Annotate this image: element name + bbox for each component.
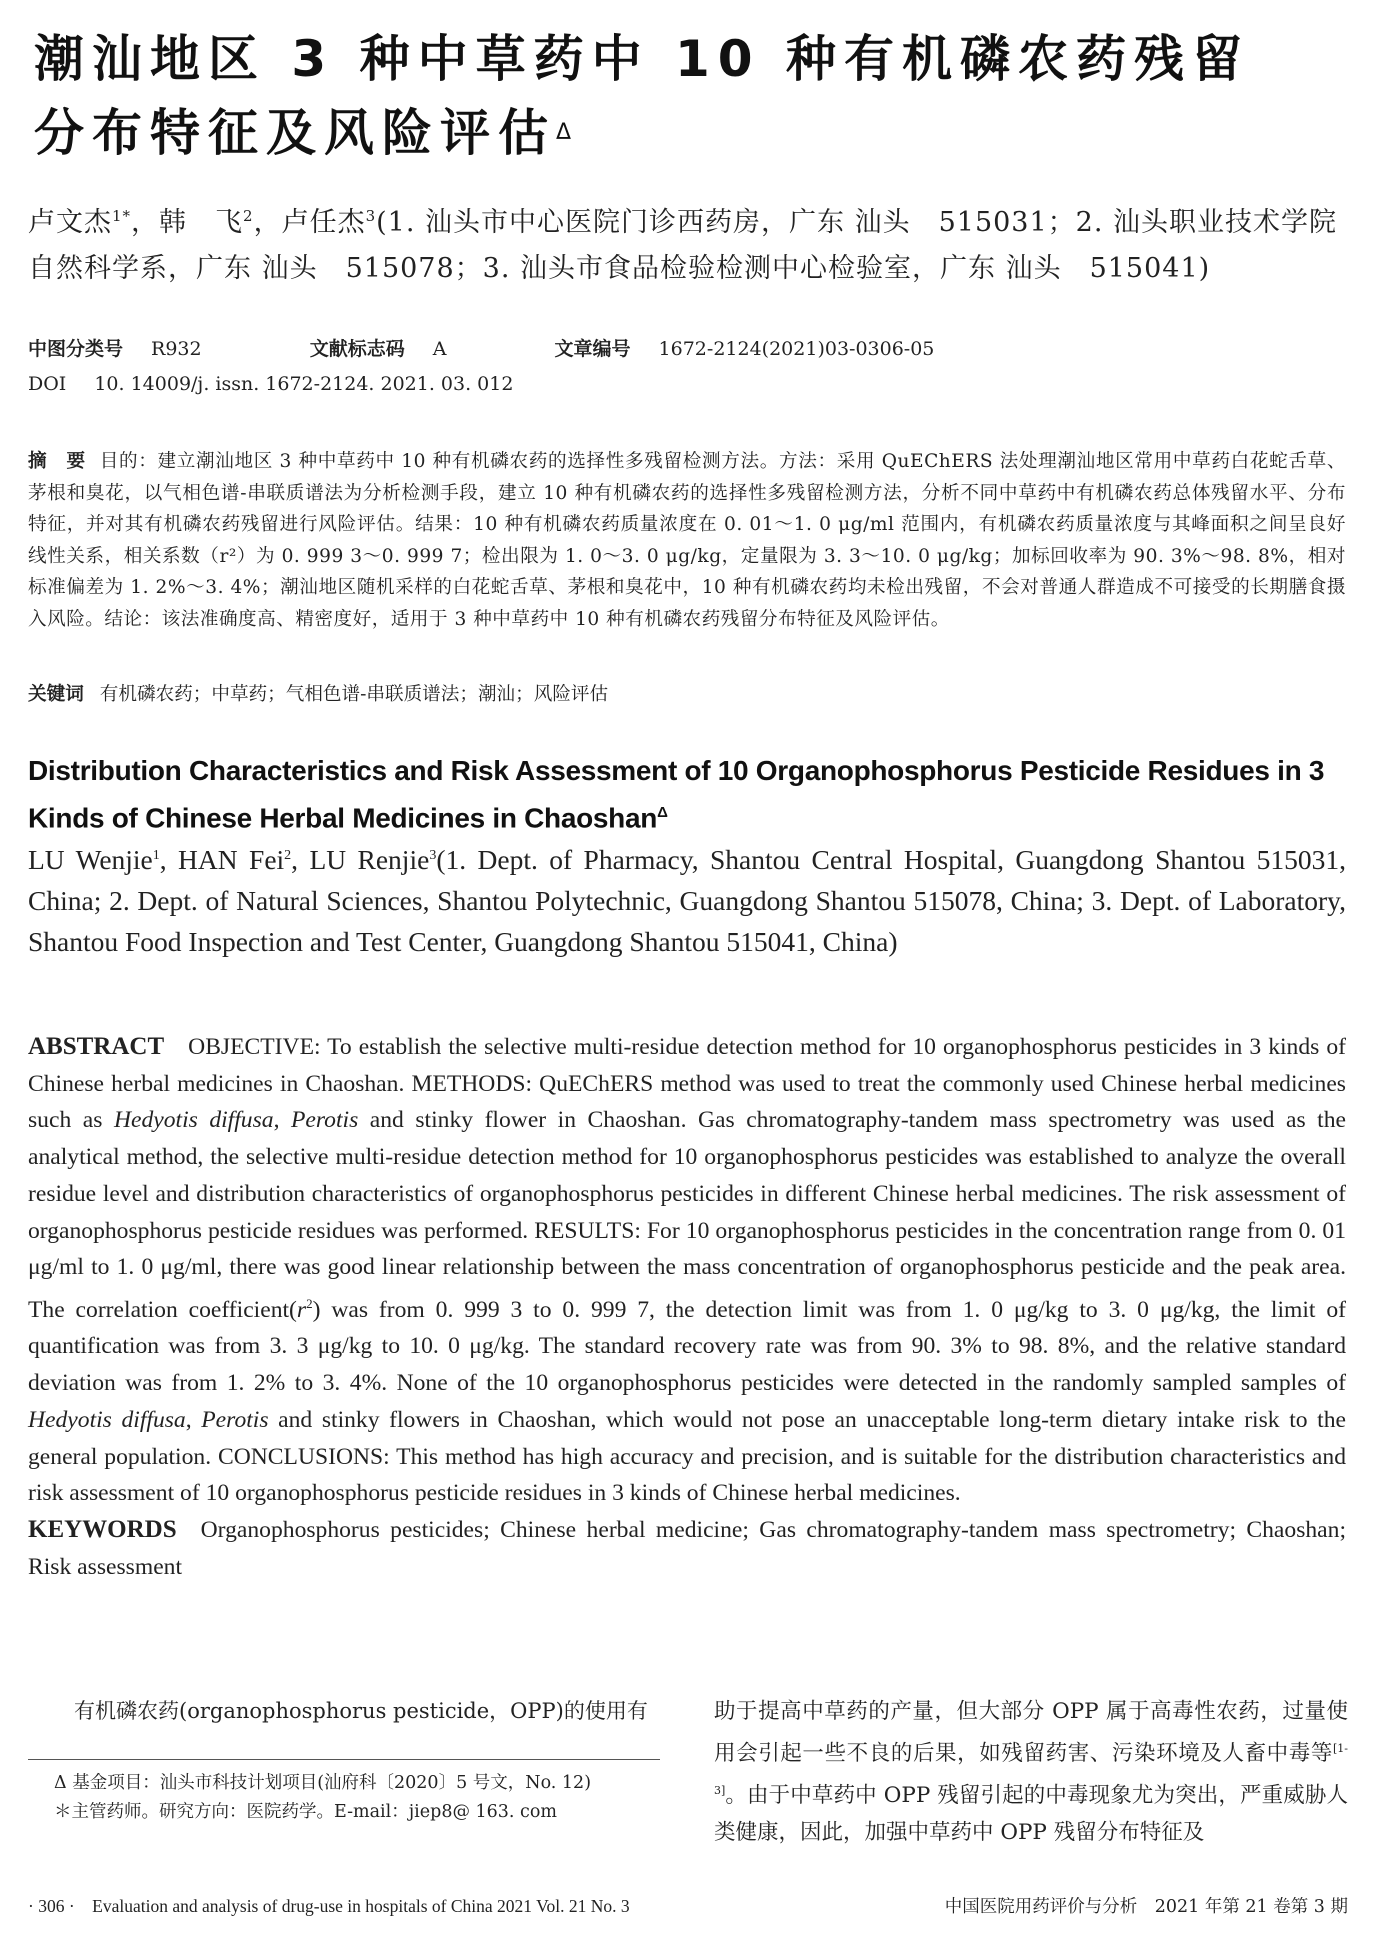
citation-ref[interactable]: [1-3] — [714, 1742, 1348, 1798]
footnote-author: ＊主管药师。研究方向：医院药学。E-mail：jiep8@ 163. com — [54, 1802, 557, 1822]
author-en-3: LU Renjie — [309, 844, 430, 876]
title-fund-mark: Δ — [556, 120, 572, 145]
title-line-2 — [34, 96, 1344, 170]
footnote-divider — [28, 1759, 660, 1760]
title-en-text: Distribution Characteristics and Risk Assessment of 10 Organophosphorus Pesticide Residues in 3 Kinds of Chinese Herbal Medicines in Chaoshan — [28, 755, 1325, 834]
classification-line — [28, 334, 1328, 361]
author-en-1-sup: 1 — [152, 848, 160, 863]
abstract-en-label: ABSTRACT — [28, 1033, 165, 1060]
abstract-en-part: , — [273, 1107, 291, 1134]
abstract-en-part: OBJECTIVE: To establish the selective multi-residue detection method for 10 organophosphorus pesticides in 3 kinds of Chinese herbal medicines in Chaoshan. METHODS: QuEChERS method was used to treat the commonly used Chinese herbal medicines such as — [28, 1034, 1346, 1134]
footer-journal-en: · 306 · Evaluation and analysis of drug-use in hospitals of China 2021 Vol. 21 No. 3 — [28, 1896, 630, 1916]
article-no-value: 1672-2124(2021)03-0306-05 — [658, 338, 935, 360]
affiliations-cn: (1. 汕头市中心医院门诊西药房，广东 汕头 515031；2. 汕头职业技术学院自然科学系，广东 汕头 515078；3. 汕头市食品检验检测中心检验室，广东 汕头 515041) — [28, 207, 1338, 284]
paper-title-cn — [34, 22, 1344, 170]
abstract-en — [28, 1029, 1346, 1585]
author-en-3-sup: 3 — [429, 848, 437, 863]
abstract-en-italic: Hedyotis diffusa — [113, 1107, 274, 1134]
title-line-1: 潮汕地区 3 种中草药中 10 种有机磷农药残留 — [34, 30, 1250, 88]
abstract-en-part: , — [185, 1406, 202, 1433]
body-right-part-1: 助于提高中草药的产量，但大部分 OPP 属于高毒性农药，过量使用会引起一些不良的后果，如残留药害、污染环境及人畜中毒等 — [714, 1699, 1348, 1767]
doi-line — [28, 373, 1328, 395]
body-right-part-2: 。由于中草药中 OPP 残留引起的中毒现象尤为突出，严重威胁人类健康，因此，加强中草药中 OPP 残留分布特征及 — [714, 1783, 1348, 1846]
author-2-sup: 2 — [243, 207, 254, 225]
clc-value: R932 — [151, 338, 202, 360]
abstract-cn-text: 目的：建立潮汕地区 3 种中草药中 10 种有机磷农药的选择性多残留检测方法。方法：采用 QuEChERS 法处理潮汕地区常用中草药白花蛇舌草、茅根和臭花，以气相色谱-串联质谱法为分析检测手段，建立 10 种有机磷农药的选择性多残留检测方法，分析不同中草药中有机磷农药总体残留水平、分布特征，并对其有机磷农药残留进行风险评估。结果：10 种有机磷农药质量浓度在 0. 01～1. 0 μg/ml 范围内，有机磷农药质量浓度与其峰面积之间呈良好线性关系，相关系数（r²）为 0. 999 3～0. 999 7；检出限为 1. 0～3. 0 μg/kg，定量限为 3. 3～10. 0 μg/kg；加标回收率为 90. 3%～98. 8%，相对标准偏差为 1. 2%～3. 4%；潮汕地区随机采样的白花蛇舌草、茅根和臭花中，10 种有机磷农药均未检出残留，不会对普通人群造成不可接受的长期膳食摄入风险。结论：该法准确度高、精密度好，适用于 3 种中草药中 10 种有机磷农药残留分布特征及风险评估。 — [28, 451, 1346, 630]
doi-label: DOI — [28, 373, 67, 395]
abstract-en-italic: Perotis — [201, 1406, 269, 1433]
author-3: 卢任杰 — [281, 207, 366, 238]
author-en-2: HAN Fei — [178, 844, 285, 876]
doc-code-value: A — [432, 338, 447, 360]
affiliations-en: (1. Dept. of Pharmacy, Shantou Central Hospital, Guangdong Shantou 515031, China; 2. Dept. of Natural Sciences, Shantou Polytechnic, Guangdong Shantou 515078, China; 3. Dept. of Laboratory, Shantou Food Inspection and Test Center, Guangdong Shantou 515041, China) — [28, 844, 1346, 958]
abstract-en-part: and stinky flower in Chaoshan. Gas chromatography-tandem mass spectrometry was used as the analytical method, the selective multi-residue detection method for 10 organophosphorus pesticides was established to analyze the overall residue level and distribution characteristics of organophosphorus pesticides in different Chinese herbal medicines. The risk assessment of organophosphorus pesticide residues was performed. RESULTS: For 10 organophosphorus pesticides in the concentration range from 0. 01 μg/ml to 1. 0 μg/ml, there was good linear relationship between the mass concentration of organophosphorus pesticide and the peak area. The correlation coefficient( — [28, 1107, 1346, 1323]
paper-title-en — [28, 750, 1346, 839]
abstract-en-part: and stinky flowers in Chaoshan, which would not pose an unacceptable long-term dietary intake risk to the general population. CONCLUSIONS: This method has high accuracy and precision, and is suitable for the distribution characteristics and risk assessment of 10 organophosphorus pesticide residues in 3 kinds of Chinese herbal medicines. — [28, 1406, 1346, 1507]
abstract-en-italic: Perotis — [290, 1107, 359, 1134]
keywords-en-label: KEYWORDS — [28, 1516, 177, 1543]
abstract-en-part: ) was from 0. 999 3 to 0. 999 7, the detection limit was from 1. 0 μg/kg to 3. 0 μg/kg, the limit of quantification was from 3. 3 μg/kg to 10. 0 μg/kg. The standard recovery rate was from 90. 3% to 98. 8%, and the relative standard deviation was from 1. 2% to 3. 4%. None of the 10 organophosphorus pesticides were detected in the randomly sampled samples of — [28, 1296, 1346, 1397]
authors-cn — [28, 193, 1343, 292]
author-1: 卢文杰 — [28, 207, 112, 238]
abstract-en-r-sup: 2 — [306, 1295, 313, 1311]
keywords-cn-label: 关键词 — [28, 684, 84, 705]
body-text-right — [714, 1693, 1348, 1851]
doc-code-label: 文献标志码 — [309, 338, 405, 360]
keywords-cn — [28, 680, 1328, 706]
paper-page — [26, 0, 1348, 1940]
author-en-2-sup: 2 — [284, 848, 292, 863]
abstract-cn-label: 摘 要 — [28, 451, 86, 472]
article-no-label: 文章编号 — [554, 338, 631, 360]
abstract-en-italic: Hedyotis diffusa — [28, 1406, 186, 1433]
footnotes — [54, 1769, 674, 1827]
keywords-en-text: Organophosphorus pesticides; Chinese herbal medicine; Gas chromatography-tandem mass spectrometry; Chaoshan; Risk assessment — [28, 1517, 1346, 1580]
author-3-sup: 3 — [365, 207, 377, 225]
author-en-1: LU Wenjie — [28, 844, 153, 876]
clc-label: 中图分类号 — [28, 338, 124, 360]
author-separator: ， — [131, 207, 160, 238]
title-line-2-text: 分布特征及风险评估 — [34, 104, 556, 162]
footer-journal-cn: 中国医院用药评价与分析 2021 年第 21 卷第 3 期 — [944, 1897, 1348, 1917]
keywords-cn-text: 有机磷农药；中草药；气相色谱-串联质谱法；潮汕；风险评估 — [99, 684, 609, 705]
author-separator: ， — [253, 207, 282, 238]
footnote-fund: Δ 基金项目：汕头市科技计划项目(汕府科〔2020〕5 号文，No. 12) — [54, 1773, 592, 1793]
body-text-left: 有机磷农药(organophosphorus pesticide，OPP)的使用有 — [74, 1699, 648, 1723]
abstract-cn — [28, 446, 1346, 635]
authors-en: LU Wenjie$^1$, HAN Fei$^2$, LU Renjie$^3$(1. Dept. of Pharmacy, Shantou Central Hospital, Guangdong Shantou 515031, China; 2. Dept. of Natural Sciences, Shantou Polytechnic, Guangdong Shantou 515078, China; 3. Dept. of Laboratory, Shantou Food Inspection and Test Center, Guangdong Shantou 515041, China) — [28, 844, 1346, 958]
abstract-en-r: r — [296, 1296, 307, 1323]
author-1-sup: 1* — [112, 207, 132, 225]
author-2: 韩 飞 — [159, 207, 244, 238]
doi-value[interactable]: 10. 14009/j. issn. 1672-2124. 2021. 03. 012 — [94, 373, 514, 395]
title-en-fund-mark: Δ — [657, 804, 668, 821]
